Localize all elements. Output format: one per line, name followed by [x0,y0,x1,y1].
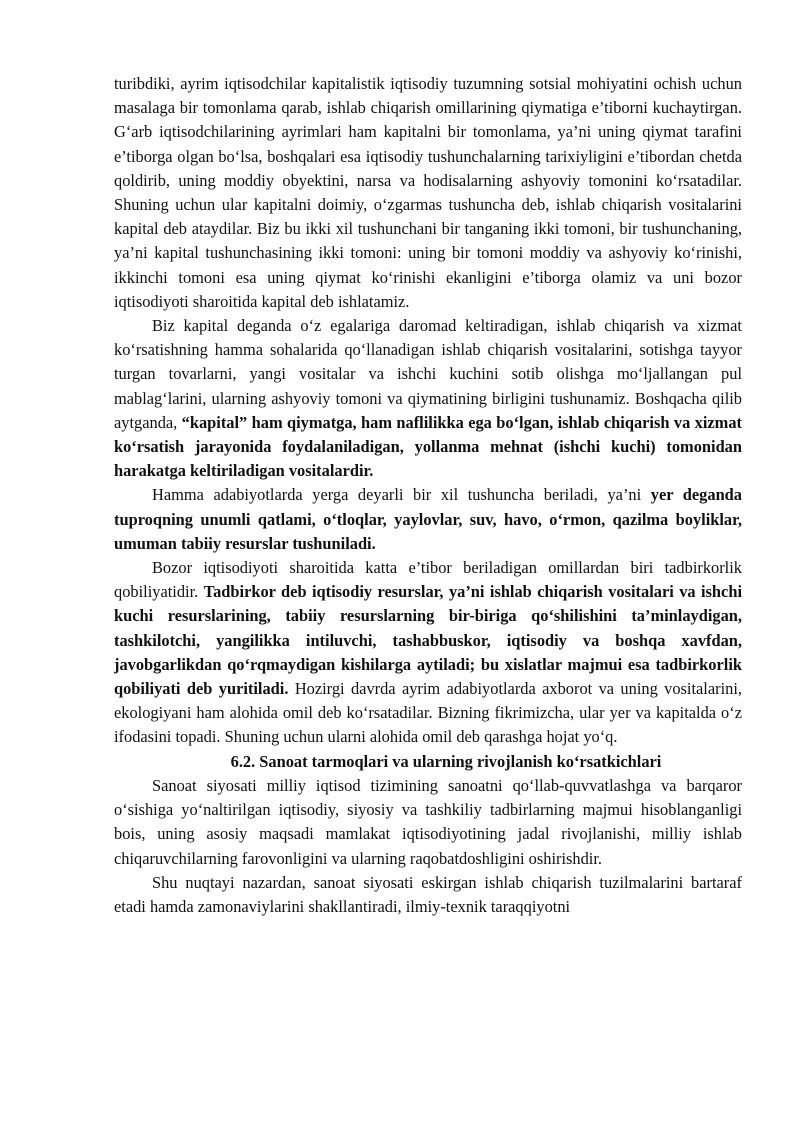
document-page [114,72,742,919]
paragraph-text: Hozirgi davrda ayrim adabiyotlarda axborot va uning vositalarini, ekologiyani ham alohida omil deb ko‘rsatadilar. Bizning fikrimizcha, ular yer va kapitalda o‘z ifodasini topadi. Shuning uchun ularni alohida omil deb qarashga hojat yo‘q. [114,679,742,747]
paragraph-policy-viewpoint [114,871,742,919]
bold-definition-entrepreneur: Tadbirkor deb iqtisodiy resurslar, ya’ni ishlab chiqarish vositalari va ishchi kuchi resurslarining, tabiiy resurslarning bir-biriga qo‘shilishini ta’minlaydigan, tashkilotchi, yangilikka intiluvchi, tashabbuskor, iqtisodiy va boshqa xavfdan, javobgarlikdan qo‘rqmaydigan kishilarga aytiladi; bu xislatlar majmui esa tadbirkorlik qobiliyati deb yuritiladi. [114,582,742,699]
paragraph-land-definition [114,483,742,556]
paragraph-text: Bozor iqtisodiyoti sharoitida katta e’tibor beriladigan omillardan biri tadbirkorlik qobiliyatidir. [114,558,742,602]
paragraph-text: Sanoat siyosati milliy iqtisod tizimining sanoatni qo‘llab-quvvatlashga va barqaror o‘sishiga yo‘naltirilgan iqtisodiy, siyosiy va tashkiliy tadbirlarning majmui hisoblanganligi bois, uning asosiy maqsadi mamlakat iqtisodiyotining jadal rivojlanishi, milliy ishlab chiqaruvchilarning farovonligini va ularning raqobatdoshligini oshirishdir. [114,775,742,868]
paragraph-entrepreneurship [114,556,742,750]
paragraph-text: Hamma adabiyotlarda yerga deyarli bir xil tushuncha beriladi, ya’ni [152,485,651,505]
section-heading: 6.2. Sanoat tarmoqlari va ularning rivojlanish ko‘rsatkichlari [230,751,662,771]
paragraph-text: Shu nuqtayi nazardan, sanoat siyosati eskirgan ishlab chiqarish tuzilmalarini bartaraf etadi hamda zamonaviylarini shakllantiradi, ilmiy-texnik taraqqiyotni [114,872,742,916]
paragraph-text: Biz kapital deganda o‘z egalariga daromad keltiradigan, ishlab chiqarish va xizmat ko‘rsatishning hamma sohalarida qo‘llanadigan ishlab chiqarish vositalarini, sotishga tayyor turgan tovarlarni, yangi vositalar va ishchi kuchini sotib olishga mo‘ljallangan pul mablag‘larini, ularning ashyoviy tomoni va qiymatining birligini tushunamiz. Boshqacha qilib aytganda, [114,316,742,432]
bold-definition-land: yer deganda tuproqning unumli qatlami, o‘tloqlar, yaylovlar, suv, havo, o‘rmon, qazilma boyliklar, umuman tabiiy resurslar tushuniladi. [114,485,742,553]
paragraph-industrial-policy [114,774,742,871]
paragraph-text: turibdiki, ayrim iqtisodchilar kapitalistik iqtisodiy tuzumning sotsial mohiyatini ochish uchun masalaga bir tomonlama qarab, ishlab chiqarish omillarining qiymatiga e’tiborni kuchaytirgan. G‘arb iqtisodchilarining ayrimlari ham kapitalni bir tomonlama, ya’ni uning qiymat tarafini e’tiborga olgan bo‘lsa, boshqalari esa iqtisodiy tushunchalarning tarixiyligini e’tibordan chetda qoldirib, uning moddiy obyektini, narsa va hodisalarning ashyoviy tomonini ko‘rsatadilar. Shuning uchun ular kapitalni doimiy, o‘zgarmas tushuncha deb, ishlab chiqarish vositalarini kapital deb ataydilar. Biz bu ikki xil tushunchani bir tanganing ikki tomoni, bir tushunchaning, ya’ni kapital tushunchasining ikki tomoni: uning bir tomoni moddiy va ashyoviy ko‘rinishi, ikkinchi tomoni esa uning qiymat ko‘rinishi ekanligini e’tiborga olamiz va uni bozor iqtisodiyoti sharoitida kapital deb ishlatamiz. [114,74,742,311]
paragraph-capital-definitions [114,72,742,314]
paragraph-capital-meaning [114,314,742,483]
bold-definition-capital: “kapital” ham qiymatga, ham naflilikka ega bo‘lgan, ishlab chiqarish va xizmat ko‘rsatish jarayonida foydalaniladigan, yollanma mehnat (ishchi kuchi) tomonidan harakatga keltiriladigan vositalardir. [114,412,742,481]
